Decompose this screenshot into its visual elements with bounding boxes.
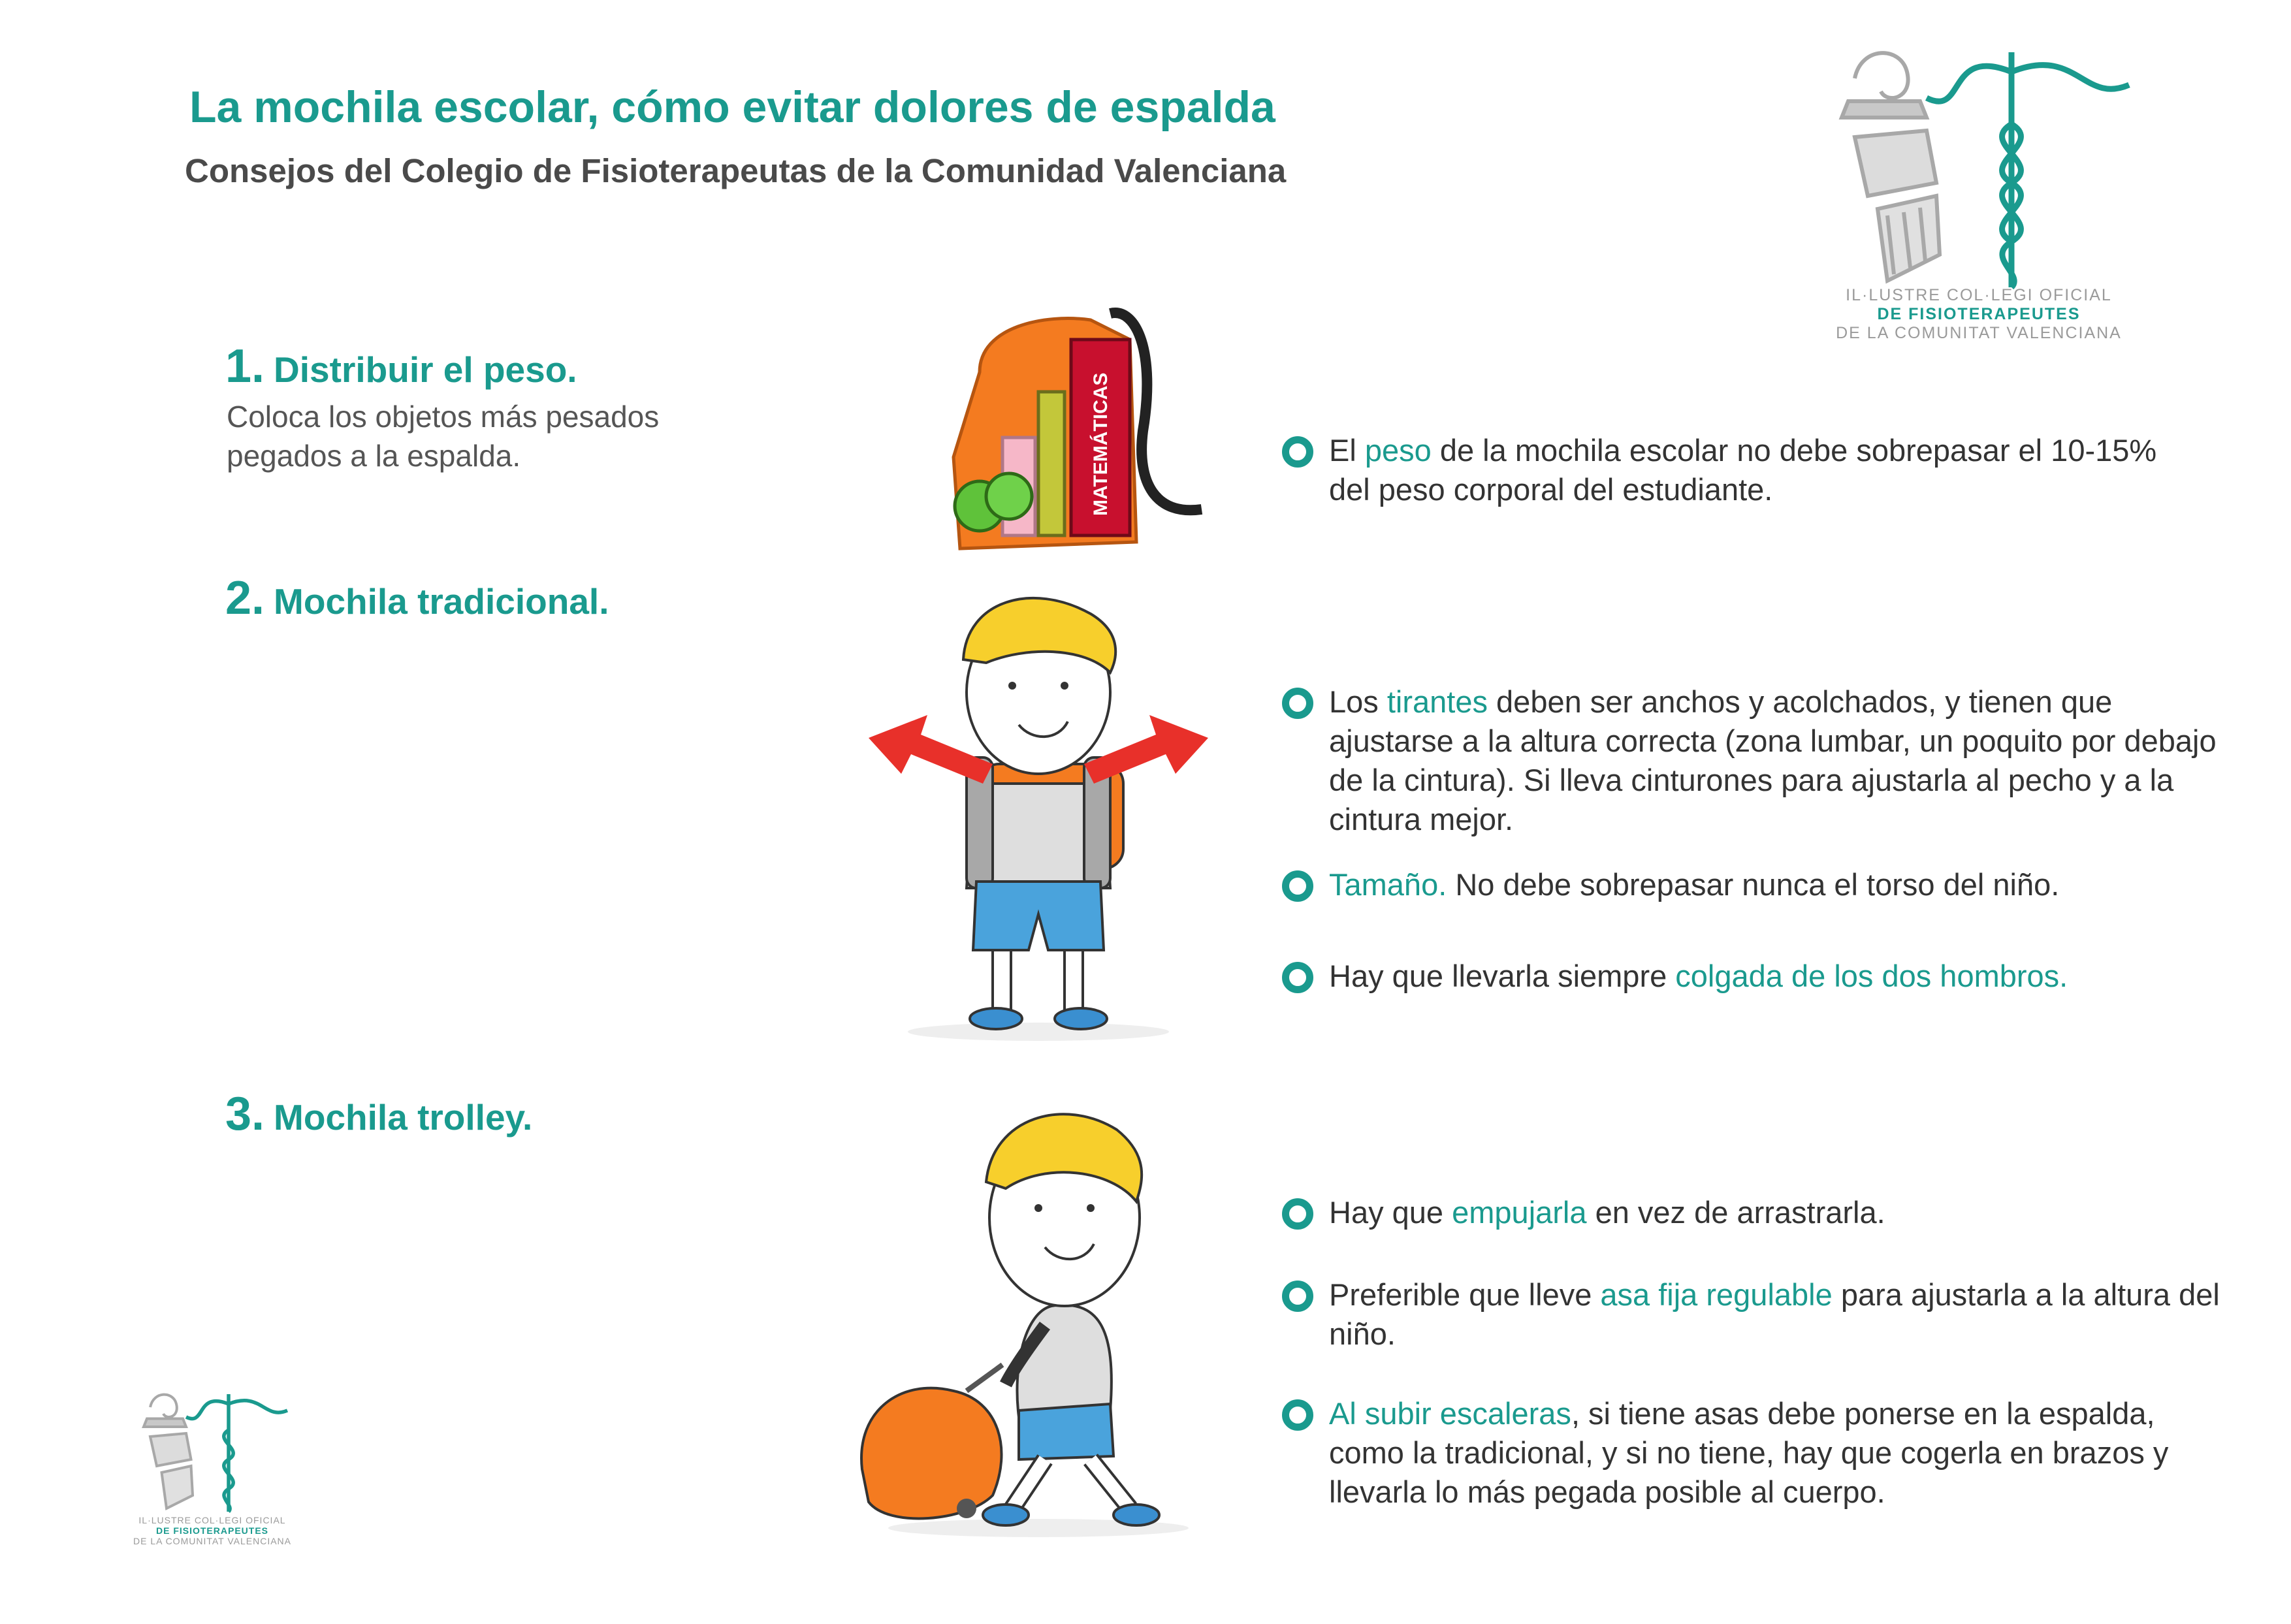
section-3-bullet-1	[1329, 1193, 2237, 1232]
section-1-bullet-1	[1329, 431, 2178, 509]
section-1-number: 1.	[225, 340, 265, 392]
bullet-text: Preferible que lleve	[1329, 1277, 1601, 1312]
section-2-bullet-2	[1329, 865, 2237, 904]
coat-of-arms-small-icon	[131, 1384, 294, 1515]
bullet-highlight: Al subir escaleras	[1329, 1396, 1571, 1431]
backpack-illustration	[940, 300, 1215, 555]
coat-of-arms-icon	[1816, 33, 2142, 294]
section-1-title: Distribuir el peso.	[274, 349, 577, 390]
section-3-bullet-2	[1329, 1275, 2237, 1354]
bullet-highlight: Tamaño.	[1329, 867, 1447, 902]
logo-small-line3: DE LA COMUNITAT VALENCIANA	[133, 1536, 291, 1546]
book-label: MATEMÁTICAS	[1090, 372, 1112, 516]
bullet-dot-icon	[1282, 436, 1313, 468]
section-1-heading	[225, 340, 577, 393]
backpack-icon	[940, 300, 1215, 555]
section-3-heading	[225, 1087, 532, 1141]
logo-line1: IL·LUSTRE COL·LEGI OFICIAL	[1846, 286, 2112, 304]
bullet-highlight: tirantes	[1386, 684, 1488, 719]
logo-small-line2: DE FISIOTERAPEUTES	[155, 1525, 269, 1536]
boy-backpack-illustration	[869, 588, 1208, 1045]
bullet-text: deben ser anchos y acolchados, y tienen que ajustarse a la altura correcta (zona lumbar, un poquito por debajo de la cintura). Si lleva cinturones para ajustarla al pecho y a la cintura mejor.	[1329, 684, 2217, 836]
college-logo	[1816, 33, 2142, 340]
boy-trolley-illustration	[849, 1104, 1215, 1541]
section-2-bullet-1	[1329, 682, 2237, 839]
section-3-title: Mochila trolley.	[274, 1097, 533, 1138]
bullet-text: en vez de arrastrarla.	[1586, 1195, 1885, 1230]
bullet-dot-icon	[1282, 688, 1313, 719]
bullet-dot-icon	[1282, 1198, 1313, 1230]
section-2-number: 2.	[225, 572, 265, 624]
bullet-dot-icon	[1282, 1281, 1313, 1312]
section-2-title: Mochila tradicional.	[274, 581, 609, 622]
bullet-text: Hay que	[1329, 1195, 1452, 1230]
logo-line3: DE LA COMUNITAT VALENCIANA	[1836, 324, 2122, 342]
logo-small-line1: IL·LUSTRE COL·LEGI OFICIAL	[138, 1515, 286, 1525]
bullet-text: Hay que llevarla siempre	[1329, 959, 1676, 993]
logo-caption	[1816, 286, 2142, 343]
bullet-text: No debe sobrepasar nunca el torso del niño.	[1447, 867, 2060, 902]
bullet-text: , si tiene asas debe ponerse en la espalda, como la tradicional, y si no tiene, hay que cogerla en brazos y llevarla lo más pegada posible al cuerpo.	[1329, 1396, 2169, 1509]
bullet-highlight: peso	[1364, 433, 1432, 468]
section-3-bullet-3	[1329, 1394, 2237, 1512]
bullet-highlight: empujarla	[1452, 1195, 1587, 1230]
section-2-heading	[225, 571, 609, 625]
bullet-dot-icon	[1282, 962, 1313, 993]
bullet-highlight: colgada de los dos hombros.	[1675, 959, 2068, 993]
bullet-text: El	[1329, 433, 1365, 468]
section-3-number: 3.	[225, 1088, 265, 1140]
college-logo-small	[131, 1384, 294, 1561]
page-subtitle: Consejos del Colegio de Fisioterapeutas de la Comunidad Valenciana	[185, 152, 1287, 189]
section-2-bullet-3	[1329, 957, 2237, 996]
bullet-text: de la mochila escolar no debe sobrepasar el 10-15% del peso corporal del estudiante.	[1329, 433, 2157, 507]
bullet-dot-icon	[1282, 870, 1313, 902]
bullet-text: para ajustarla a la altura del niño.	[1329, 1277, 2220, 1351]
bullet-text: Los	[1329, 684, 1387, 719]
logo-line2: DE FISIOTERAPEUTES	[1877, 305, 2081, 323]
page-title: La mochila escolar, cómo evitar dolores de espalda	[189, 82, 1275, 132]
logo-small-caption	[131, 1515, 294, 1546]
boy-with-backpack-icon	[869, 588, 1208, 1045]
section-1-description: Coloca los objetos más pesados pegados a la espalda.	[227, 400, 660, 473]
bullet-highlight: asa fija regulable	[1600, 1277, 1833, 1312]
bullet-dot-icon	[1282, 1399, 1313, 1431]
boy-with-trolley-icon	[849, 1104, 1215, 1541]
